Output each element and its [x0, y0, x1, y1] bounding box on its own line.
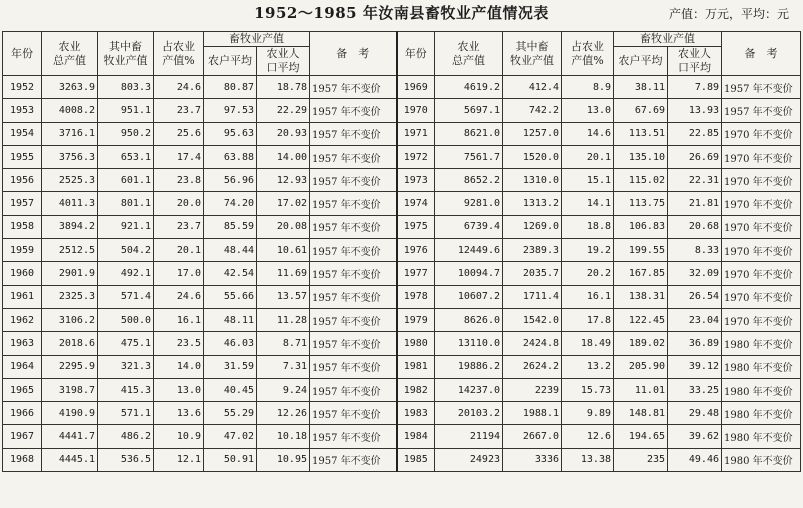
cell-share: 17.8 [562, 308, 614, 331]
cell-share: 19.2 [562, 239, 614, 262]
cell-animal-output: 921.1 [98, 215, 154, 238]
cell-agri-total: 4445.1 [42, 448, 98, 471]
cell-share: 15.1 [562, 169, 614, 192]
cell-animal-output: 1313.2 [503, 192, 562, 215]
cell-note: 1980 年不变价 [722, 402, 801, 425]
cell-per-household: 47.02 [204, 425, 257, 448]
cell-animal-output: 571.1 [98, 402, 154, 425]
cell-note: 1970 年不变价 [722, 239, 801, 262]
cell-animal-output: 415.3 [98, 378, 154, 401]
cell-share: 17.0 [154, 262, 204, 285]
cell-per-household: 67.69 [614, 99, 668, 122]
cell-year: 1980 [397, 332, 435, 355]
cell-per-capita: 10.18 [257, 425, 310, 448]
cell-agri-total: 3198.7 [42, 378, 98, 401]
header-avg-group-right: 畜牧业产值 [614, 32, 722, 47]
cell-agri-total: 4190.9 [42, 402, 98, 425]
cell-agri-total: 10607.2 [435, 285, 503, 308]
cell-per-household: 235 [614, 448, 668, 471]
table-row [3, 76, 801, 99]
cell-year: 1973 [397, 169, 435, 192]
cell-agri-total: 20103.2 [435, 402, 503, 425]
cell-year: 1952 [3, 76, 42, 99]
livestock-output-table [2, 31, 801, 472]
cell-agri-total: 21194 [435, 425, 503, 448]
cell-agri-total: 14237.0 [435, 378, 503, 401]
cell-per-household: 194.65 [614, 425, 668, 448]
cell-year: 1954 [3, 122, 42, 145]
cell-share: 24.6 [154, 285, 204, 308]
header-note: 备 考 [310, 32, 397, 76]
cell-share: 13.0 [154, 378, 204, 401]
cell-year: 1982 [397, 378, 435, 401]
cell-note: 1957 年不变价 [310, 355, 397, 378]
cell-animal-output: 1520.0 [503, 145, 562, 168]
cell-agri-total: 13110.0 [435, 332, 503, 355]
cell-per-household: 50.91 [204, 448, 257, 471]
cell-animal-output: 412.4 [503, 76, 562, 99]
cell-agri-total: 4008.2 [42, 99, 98, 122]
cell-animal-output: 1988.1 [503, 402, 562, 425]
cell-agri-total: 10094.7 [435, 262, 503, 285]
cell-note: 1970 年不变价 [722, 262, 801, 285]
cell-per-capita: 14.00 [257, 145, 310, 168]
cell-agri-total: 5697.1 [435, 99, 503, 122]
cell-animal-output: 1269.0 [503, 215, 562, 238]
table-row [3, 215, 801, 238]
cell-note: 1957 年不变价 [310, 76, 397, 99]
cell-year: 1970 [397, 99, 435, 122]
cell-agri-total: 2512.5 [42, 239, 98, 262]
cell-agri-total: 8652.2 [435, 169, 503, 192]
cell-share: 14.1 [562, 192, 614, 215]
cell-per-capita: 12.93 [257, 169, 310, 192]
table-row [3, 308, 801, 331]
cell-per-household: 80.87 [204, 76, 257, 99]
page-title: 1952～1985 年汝南县畜牧业产值情况表 [254, 4, 549, 22]
cell-agri-total: 8621.0 [435, 122, 503, 145]
cell-year: 1983 [397, 402, 435, 425]
cell-agri-total: 3106.2 [42, 308, 98, 331]
cell-animal-output: 504.2 [98, 239, 154, 262]
cell-animal-output: 950.2 [98, 122, 154, 145]
cell-note: 1957 年不变价 [310, 308, 397, 331]
cell-per-capita: 26.69 [668, 145, 722, 168]
cell-note: 1980 年不变价 [722, 425, 801, 448]
cell-per-capita: 32.09 [668, 262, 722, 285]
table-row [3, 99, 801, 122]
cell-per-capita: 21.81 [668, 192, 722, 215]
cell-agri-total: 19886.2 [435, 355, 503, 378]
cell-year: 1974 [397, 192, 435, 215]
cell-per-capita: 22.29 [257, 99, 310, 122]
cell-agri-total: 24923 [435, 448, 503, 471]
header-share-right: 占农业 产值% [562, 32, 614, 76]
cell-per-capita: 12.26 [257, 402, 310, 425]
cell-year: 1963 [3, 332, 42, 355]
header-animal-output-right: 其中畜 牧业产值 [503, 32, 562, 76]
cell-share: 24.6 [154, 76, 204, 99]
cell-agri-total: 2018.6 [42, 332, 98, 355]
cell-per-capita: 23.04 [668, 308, 722, 331]
cell-year: 1965 [3, 378, 42, 401]
cell-animal-output: 2624.2 [503, 355, 562, 378]
cell-note: 1957 年不变价 [310, 215, 397, 238]
cell-year: 1962 [3, 308, 42, 331]
cell-animal-output: 803.3 [98, 76, 154, 99]
cell-year: 1967 [3, 425, 42, 448]
cell-note: 1957 年不变价 [310, 402, 397, 425]
header-share: 占农业 产值% [154, 32, 204, 76]
cell-animal-output: 1711.4 [503, 285, 562, 308]
cell-share: 14.0 [154, 355, 204, 378]
cell-per-capita: 49.46 [668, 448, 722, 471]
cell-per-capita: 11.69 [257, 262, 310, 285]
header-per-capita-right: 农业人 口平均 [668, 47, 722, 76]
cell-per-capita: 26.54 [668, 285, 722, 308]
cell-per-household: 38.11 [614, 76, 668, 99]
cell-agri-total: 8626.0 [435, 308, 503, 331]
cell-per-capita: 8.33 [668, 239, 722, 262]
cell-share: 13.2 [562, 355, 614, 378]
cell-per-household: 199.55 [614, 239, 668, 262]
cell-per-capita: 29.48 [668, 402, 722, 425]
cell-per-capita: 17.02 [257, 192, 310, 215]
cell-agri-total: 3894.2 [42, 215, 98, 238]
header-avg-group: 畜牧业产值 [204, 32, 310, 47]
cell-year: 1960 [3, 262, 42, 285]
cell-agri-total: 4619.2 [435, 76, 503, 99]
cell-per-household: 31.59 [204, 355, 257, 378]
cell-agri-total: 9281.0 [435, 192, 503, 215]
cell-note: 1957 年不变价 [310, 262, 397, 285]
cell-per-capita: 13.93 [668, 99, 722, 122]
cell-per-capita: 39.62 [668, 425, 722, 448]
cell-per-capita: 7.31 [257, 355, 310, 378]
header-year: 年份 [3, 32, 42, 76]
cell-share: 14.6 [562, 122, 614, 145]
cell-note: 1957 年不变价 [310, 145, 397, 168]
cell-per-capita: 9.24 [257, 378, 310, 401]
cell-per-household: 11.01 [614, 378, 668, 401]
cell-animal-output: 486.2 [98, 425, 154, 448]
cell-note: 1970 年不变价 [722, 145, 801, 168]
cell-per-household: 138.31 [614, 285, 668, 308]
cell-per-household: 46.03 [204, 332, 257, 355]
table-row [3, 355, 801, 378]
cell-per-household: 56.96 [204, 169, 257, 192]
header-agri-total: 农业 总产值 [42, 32, 98, 76]
cell-note: 1980 年不变价 [722, 332, 801, 355]
cell-animal-output: 3336 [503, 448, 562, 471]
cell-per-capita: 20.93 [257, 122, 310, 145]
cell-animal-output: 653.1 [98, 145, 154, 168]
cell-year: 1968 [3, 448, 42, 471]
cell-per-capita: 10.61 [257, 239, 310, 262]
header-animal-output: 其中畜 牧业产值 [98, 32, 154, 76]
cell-per-capita: 11.28 [257, 308, 310, 331]
cell-per-household: 55.29 [204, 402, 257, 425]
cell-year: 1977 [397, 262, 435, 285]
cell-year: 1978 [397, 285, 435, 308]
cell-note: 1957 年不变价 [310, 99, 397, 122]
cell-animal-output: 2035.7 [503, 262, 562, 285]
cell-share: 23.8 [154, 169, 204, 192]
cell-note: 1957 年不变价 [722, 76, 801, 99]
cell-note: 1970 年不变价 [722, 192, 801, 215]
cell-share: 13.38 [562, 448, 614, 471]
cell-year: 1958 [3, 215, 42, 238]
cell-per-capita: 22.31 [668, 169, 722, 192]
unit-note: 产值：万元，平均：元 [668, 7, 789, 21]
cell-note: 1957 年不变价 [310, 122, 397, 145]
cell-agri-total: 4441.7 [42, 425, 98, 448]
cell-animal-output: 601.1 [98, 169, 154, 192]
table-row [3, 239, 801, 262]
table-row [3, 332, 801, 355]
cell-note: 1957 年不变价 [310, 425, 397, 448]
cell-animal-output: 1257.0 [503, 122, 562, 145]
cell-per-household: 48.44 [204, 239, 257, 262]
cell-per-household: 122.45 [614, 308, 668, 331]
cell-share: 13.0 [562, 99, 614, 122]
cell-per-household: 205.90 [614, 355, 668, 378]
cell-agri-total: 2325.3 [42, 285, 98, 308]
table-row [3, 262, 801, 285]
cell-agri-total: 12449.6 [435, 239, 503, 262]
table-row [3, 425, 801, 448]
cell-agri-total: 2901.9 [42, 262, 98, 285]
cell-per-household: 74.20 [204, 192, 257, 215]
cell-per-household: 113.75 [614, 192, 668, 215]
cell-animal-output: 2389.3 [503, 239, 562, 262]
cell-note: 1970 年不变价 [722, 215, 801, 238]
cell-per-household: 113.51 [614, 122, 668, 145]
cell-note: 1957 年不变价 [722, 99, 801, 122]
cell-share: 18.8 [562, 215, 614, 238]
header-per-household: 农户平均 [204, 47, 257, 76]
cell-note: 1957 年不变价 [310, 192, 397, 215]
cell-animal-output: 500.0 [98, 308, 154, 331]
cell-share: 20.2 [562, 262, 614, 285]
cell-note: 1970 年不变价 [722, 308, 801, 331]
cell-per-capita: 13.57 [257, 285, 310, 308]
cell-share: 25.6 [154, 122, 204, 145]
cell-share: 23.7 [154, 99, 204, 122]
header-agri-total-right: 农业 总产值 [435, 32, 503, 76]
cell-share: 18.49 [562, 332, 614, 355]
cell-per-capita: 20.08 [257, 215, 310, 238]
table-row [3, 169, 801, 192]
cell-year: 1972 [397, 145, 435, 168]
cell-per-household: 115.02 [614, 169, 668, 192]
cell-note: 1970 年不变价 [722, 285, 801, 308]
cell-per-capita: 39.12 [668, 355, 722, 378]
cell-animal-output: 492.1 [98, 262, 154, 285]
table-row [3, 285, 801, 308]
cell-note: 1980 年不变价 [722, 378, 801, 401]
cell-year: 1985 [397, 448, 435, 471]
cell-per-household: 85.59 [204, 215, 257, 238]
cell-year: 1966 [3, 402, 42, 425]
cell-per-household: 148.81 [614, 402, 668, 425]
cell-note: 1957 年不变价 [310, 332, 397, 355]
cell-year: 1953 [3, 99, 42, 122]
cell-per-household: 40.45 [204, 378, 257, 401]
cell-note: 1980 年不变价 [722, 448, 801, 471]
cell-note: 1957 年不变价 [310, 378, 397, 401]
cell-share: 12.1 [154, 448, 204, 471]
cell-share: 10.9 [154, 425, 204, 448]
cell-note: 1970 年不变价 [722, 122, 801, 145]
cell-per-capita: 7.89 [668, 76, 722, 99]
cell-agri-total: 7561.7 [435, 145, 503, 168]
cell-share: 23.5 [154, 332, 204, 355]
table-row [3, 448, 801, 471]
cell-year: 1957 [3, 192, 42, 215]
cell-agri-total: 2525.3 [42, 169, 98, 192]
cell-per-capita: 8.71 [257, 332, 310, 355]
cell-per-capita: 10.95 [257, 448, 310, 471]
table-row [3, 378, 801, 401]
cell-animal-output: 2239 [503, 378, 562, 401]
cell-share: 20.1 [562, 145, 614, 168]
cell-animal-output: 951.1 [98, 99, 154, 122]
cell-agri-total: 2295.9 [42, 355, 98, 378]
cell-per-household: 97.53 [204, 99, 257, 122]
cell-year: 1975 [397, 215, 435, 238]
cell-share: 15.73 [562, 378, 614, 401]
cell-animal-output: 1310.0 [503, 169, 562, 192]
cell-share: 20.0 [154, 192, 204, 215]
cell-animal-output: 536.5 [98, 448, 154, 471]
cell-year: 1971 [397, 122, 435, 145]
cell-note: 1957 年不变价 [310, 285, 397, 308]
cell-per-household: 167.85 [614, 262, 668, 285]
cell-agri-total: 3756.3 [42, 145, 98, 168]
cell-note: 1980 年不变价 [722, 355, 801, 378]
cell-year: 1976 [397, 239, 435, 262]
cell-per-household: 189.02 [614, 332, 668, 355]
cell-animal-output: 321.3 [98, 355, 154, 378]
cell-per-household: 135.10 [614, 145, 668, 168]
cell-year: 1959 [3, 239, 42, 262]
cell-per-household: 55.66 [204, 285, 257, 308]
cell-share: 20.1 [154, 239, 204, 262]
cell-agri-total: 3716.1 [42, 122, 98, 145]
cell-year: 1981 [397, 355, 435, 378]
cell-per-household: 48.11 [204, 308, 257, 331]
table-row [3, 122, 801, 145]
cell-year: 1964 [3, 355, 42, 378]
cell-note: 1957 年不变价 [310, 448, 397, 471]
cell-animal-output: 742.2 [503, 99, 562, 122]
cell-per-capita: 20.68 [668, 215, 722, 238]
cell-year: 1984 [397, 425, 435, 448]
cell-agri-total: 6739.4 [435, 215, 503, 238]
cell-animal-output: 2424.8 [503, 332, 562, 355]
cell-share: 23.7 [154, 215, 204, 238]
header-year-right: 年份 [397, 32, 435, 76]
cell-share: 17.4 [154, 145, 204, 168]
cell-share: 8.9 [562, 76, 614, 99]
cell-per-household: 106.83 [614, 215, 668, 238]
cell-per-capita: 33.25 [668, 378, 722, 401]
cell-agri-total: 4011.3 [42, 192, 98, 215]
cell-per-household: 95.63 [204, 122, 257, 145]
cell-animal-output: 1542.0 [503, 308, 562, 331]
header-per-capita: 农业人 口平均 [257, 47, 310, 76]
cell-per-capita: 18.78 [257, 76, 310, 99]
cell-year: 1961 [3, 285, 42, 308]
cell-animal-output: 571.4 [98, 285, 154, 308]
cell-note: 1957 年不变价 [310, 169, 397, 192]
cell-animal-output: 475.1 [98, 332, 154, 355]
cell-per-household: 42.54 [204, 262, 257, 285]
table-row [3, 145, 801, 168]
cell-year: 1955 [3, 145, 42, 168]
cell-share: 13.6 [154, 402, 204, 425]
cell-animal-output: 2667.0 [503, 425, 562, 448]
cell-share: 16.1 [562, 285, 614, 308]
cell-per-capita: 22.85 [668, 122, 722, 145]
table-row [3, 402, 801, 425]
cell-agri-total: 3263.9 [42, 76, 98, 99]
cell-year: 1979 [397, 308, 435, 331]
cell-per-household: 63.88 [204, 145, 257, 168]
cell-note: 1970 年不变价 [722, 169, 801, 192]
cell-note: 1957 年不变价 [310, 239, 397, 262]
cell-animal-output: 801.1 [98, 192, 154, 215]
table-row [3, 192, 801, 215]
cell-year: 1956 [3, 169, 42, 192]
cell-per-capita: 36.89 [668, 332, 722, 355]
cell-share: 12.6 [562, 425, 614, 448]
cell-share: 16.1 [154, 308, 204, 331]
header-note-right: 备 考 [722, 32, 801, 76]
cell-share: 9.89 [562, 402, 614, 425]
header-per-household-right: 农户平均 [614, 47, 668, 76]
cell-year: 1969 [397, 76, 435, 99]
